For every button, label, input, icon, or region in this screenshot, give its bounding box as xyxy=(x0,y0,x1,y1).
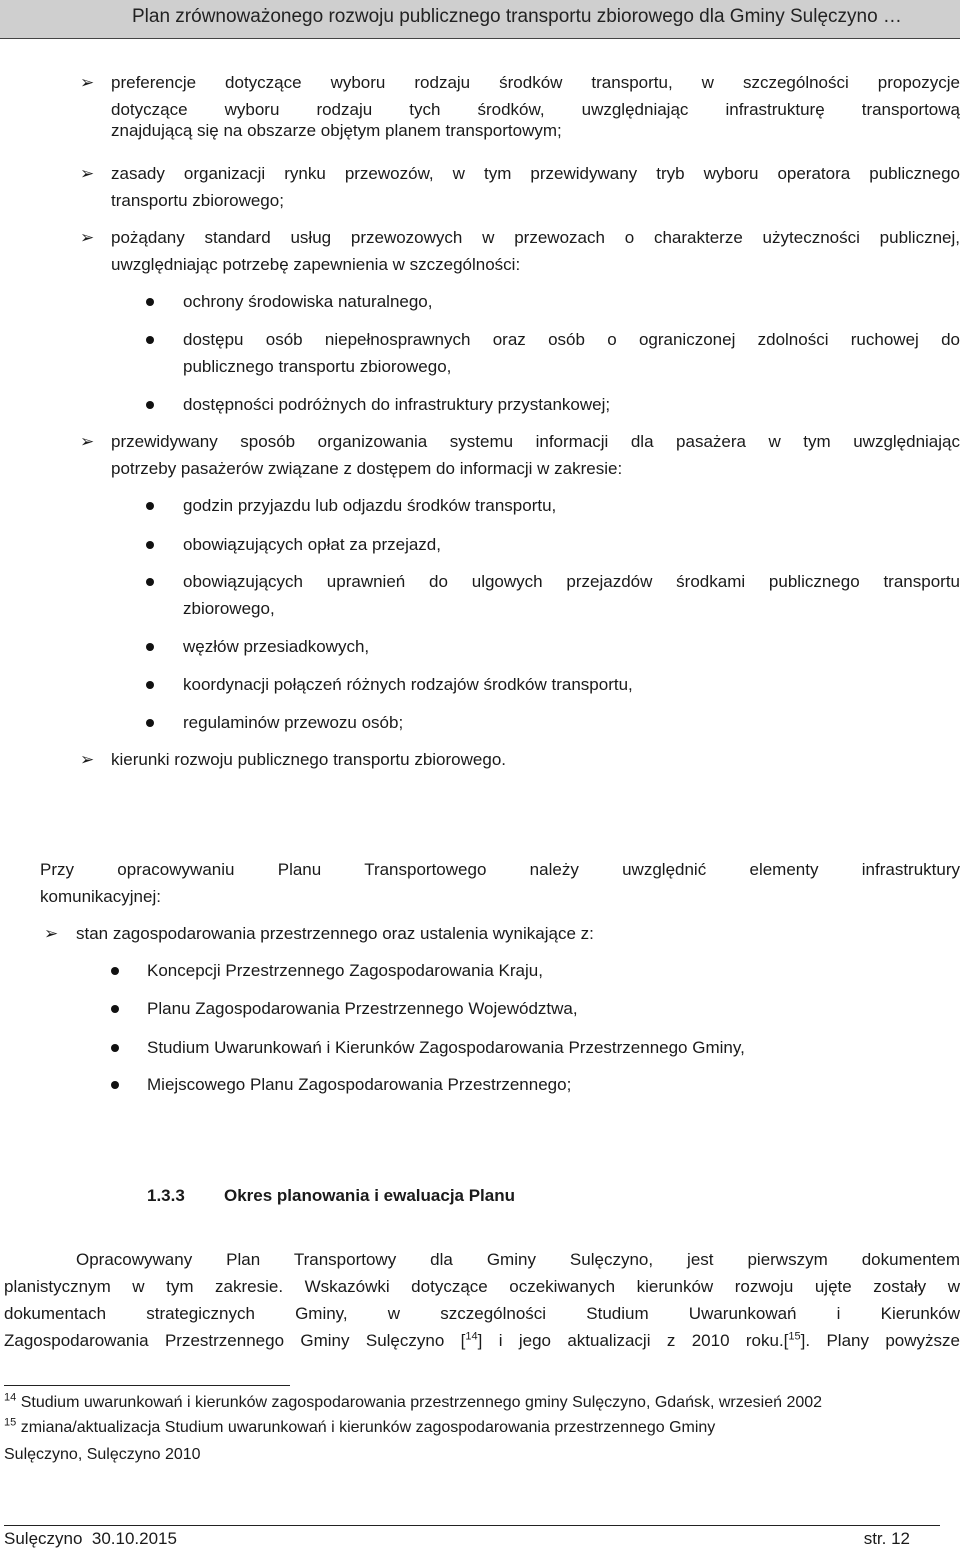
footnote-text: zmiana/aktualizacja Studium uwarunkowań i kierunków zagospodarowania przestrzennego Gminy xyxy=(20,1419,716,1436)
list-item-text: dotyczące wyboru rodzaju tych środków, uwzględniając infrastrukturę transportową xyxy=(111,100,960,119)
sub-item-text: Studium Uwarunkowań i Kierunków Zagospodarowania Przestrzennego Gminy, xyxy=(147,1038,745,1057)
arrow-bullet-icon: ➢ xyxy=(80,750,95,769)
paragraph-fragment: ] i jego aktualizacji z 2010 roku.[ xyxy=(477,1331,789,1350)
list-item-text: stan zagospodarowania przestrzennego oraz ustalenia wynikające z: xyxy=(76,924,594,943)
page-header: Plan zrównoważonego rozwoju publicznego transportu zbiorowego dla Gminy Sulęczyno … xyxy=(0,0,960,38)
bullet-dot-icon xyxy=(146,541,154,549)
paragraph-fragment: Zagospodarowania Przestrzennego Gminy Sulęczyno [ xyxy=(4,1331,466,1350)
footer-date: Sulęczyno 30.10.2015 xyxy=(4,1529,177,1548)
arrow-bullet-icon: ➢ xyxy=(80,73,95,92)
section-number: 1.3.3 xyxy=(147,1186,185,1205)
footnote-15 xyxy=(4,1415,715,1440)
sub-item-text: obowiązujących opłat za przejazd, xyxy=(183,535,441,554)
footnote-separator xyxy=(4,1385,290,1386)
list-item-text: kierunki rozwoju publicznego transportu zbiorowego. xyxy=(111,750,506,769)
bullet-dot-icon xyxy=(146,643,154,651)
arrow-bullet-icon: ➢ xyxy=(80,228,95,247)
bullet-dot-icon xyxy=(146,719,154,727)
arrow-bullet-icon: ➢ xyxy=(44,924,59,943)
sub-item-text: Koncepcji Przestrzennego Zagospodarowania Kraju, xyxy=(147,961,543,980)
footnote-number: 15 xyxy=(4,1416,17,1429)
bullet-dot-icon xyxy=(111,1005,119,1013)
arrow-bullet-icon: ➢ xyxy=(80,432,95,451)
list-item-text: preferencje dotyczące wyboru rodzaju środków transportu, w szczególności propozycje xyxy=(111,73,960,92)
paragraph-fragment: ]. Plany powyższe xyxy=(800,1331,960,1350)
footnote-14 xyxy=(4,1390,822,1415)
sub-item-text: węzłów przesiadkowych, xyxy=(183,637,370,656)
list-item-text: przewidywany sposób organizowania systemu informacji dla pasażera w tym uwzględniając xyxy=(111,432,960,451)
sub-item-text: ochrony środowiska naturalnego, xyxy=(183,292,433,311)
list-item-text: potrzeby pasażerów związane z dostępem do informacji w zakresie: xyxy=(111,459,623,478)
list-item-text: transportu zbiorowego; xyxy=(111,191,284,210)
paragraph-text: komunikacyjnej: xyxy=(40,887,161,906)
bullet-dot-icon xyxy=(146,502,154,510)
page-number: str. 12 xyxy=(863,1529,910,1548)
paragraph-text xyxy=(4,1327,960,1354)
bullet-dot-icon xyxy=(111,967,119,975)
footnote-text: Sulęczyno, Sulęczyno 2010 xyxy=(4,1446,201,1463)
bullet-dot-icon xyxy=(146,681,154,689)
footnote-ref-14[interactable]: 14 xyxy=(465,1330,478,1343)
sub-item-text: Planu Zagospodarowania Przestrzennego Województwa, xyxy=(147,999,578,1018)
bullet-dot-icon xyxy=(146,336,154,344)
bullet-dot-icon xyxy=(111,1081,119,1089)
bullet-dot-icon xyxy=(146,578,154,586)
bullet-dot-icon xyxy=(146,401,154,409)
paragraph-text: Przy opracowywaniu Planu Transportowego należy uwzględnić elementy infrastruktury xyxy=(40,860,960,879)
sub-item-text: dostępu osób niepełnosprawnych oraz osób o ograniczonej zdolności ruchowej do xyxy=(183,330,960,349)
sub-item-text: regulaminów przewozu osób; xyxy=(183,713,404,732)
arrow-bullet-icon: ➢ xyxy=(80,164,95,183)
sub-item-text: godzin przyjazdu lub odjazdu środków transportu, xyxy=(183,496,557,515)
section-title: Okres planowania i ewaluacja Planu xyxy=(224,1186,516,1205)
sub-item-text: koordynacji połączeń różnych rodzajów środków transportu, xyxy=(183,675,633,694)
sub-item-text: dostępności podróżnych do infrastruktury przystankowej; xyxy=(183,395,611,414)
paragraph-text: Opracowywany Plan Transportowy dla Gminy Sulęczyno, jest pierwszym dokumentem xyxy=(76,1250,960,1269)
list-item-text: znajdującą się na obszarze objętym planem transportowym; xyxy=(111,121,562,140)
footer-divider xyxy=(4,1525,940,1526)
header-divider xyxy=(0,38,960,39)
footnote-text: Studium uwarunkowań i kierunków zagospodarowania przestrzennego gminy Sulęczyno, Gdańsk, wrzesień 2002 xyxy=(20,1394,823,1411)
list-item-text: pożądany standard usług przewozowych w przewozach o charakterze użyteczności publicznej, xyxy=(111,228,960,247)
paragraph-text: planistycznym w tym zakresie. Wskazówki dotyczące oczekiwanych kierunków rozwoju ujęte zostały w xyxy=(4,1277,960,1296)
sub-item-text: zbiorowego, xyxy=(183,599,275,618)
sub-item-text: obowiązujących uprawnień do ulgowych przejazdów środkami publicznego transportu xyxy=(183,572,960,591)
list-item-text: zasady organizacji rynku przewozów, w tym przewidywany tryb wyboru operatora publicznego xyxy=(111,164,960,183)
footnote-number: 14 xyxy=(4,1391,17,1404)
bullet-dot-icon xyxy=(146,298,154,306)
paragraph-text: dokumentach strategicznych Gminy, w szczególności Studium Uwarunkowań i Kierunków xyxy=(4,1304,960,1323)
bullet-dot-icon xyxy=(111,1044,119,1052)
footnote-ref-15[interactable]: 15 xyxy=(788,1330,801,1343)
sub-item-text: Miejscowego Planu Zagospodarowania Przestrzennego; xyxy=(147,1075,572,1094)
sub-item-text: publicznego transportu zbiorowego, xyxy=(183,357,452,376)
list-item-text: uwzględniając potrzebę zapewnienia w szczególności: xyxy=(111,255,521,274)
